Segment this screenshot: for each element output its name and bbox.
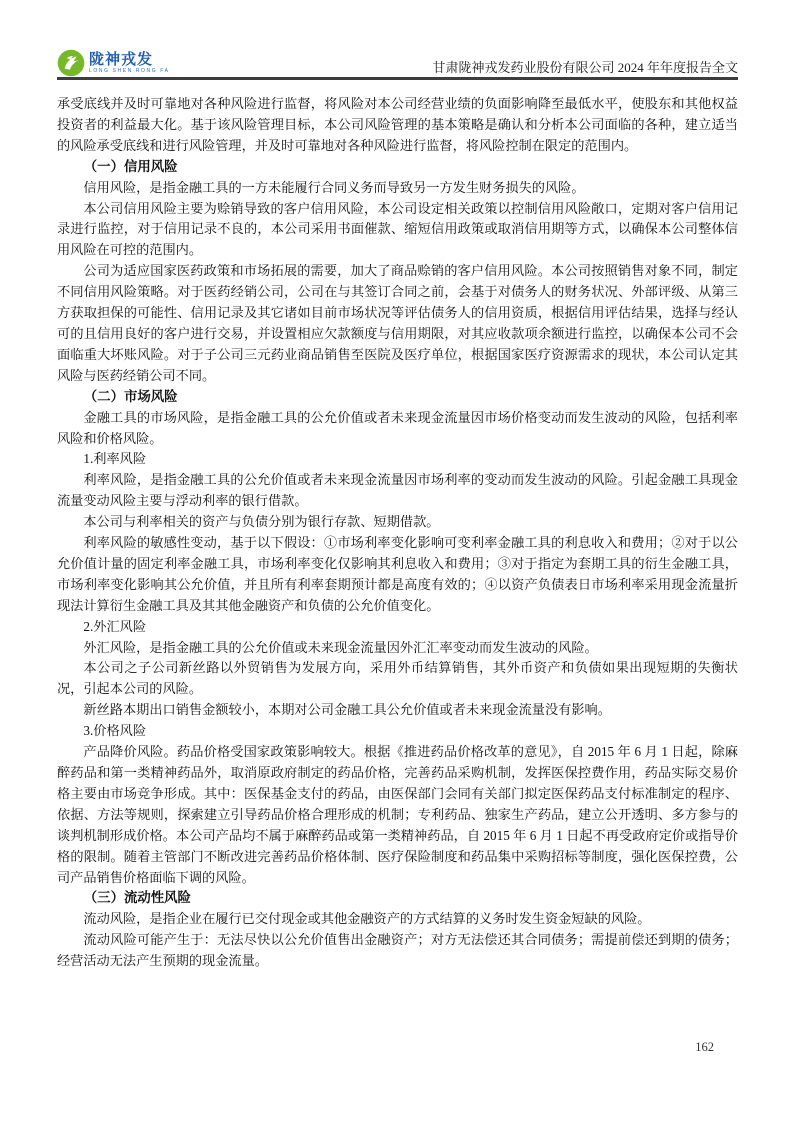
page-header	[57, 46, 738, 77]
paragraph: 金融工具的市场风险，是指金融工具的公允价值或者未来现金流量因市场价格变动而发生波动的风险，包括利率风险和价格风险。	[57, 409, 738, 446]
paragraph: 新丝路本期出口销售金额较小，本期对公司金融工具公允价值或者未来现金流量没有影响。	[83, 702, 611, 718]
section-heading: （一）信用风险	[83, 158, 178, 174]
sub-heading: 2.外汇风险	[83, 618, 147, 634]
paragraph: 本公司信用风险主要为赊销导致的客户信用风险，本公司设定相关政策以控制信用风险敞口，定期对客户信用记录进行监控，对于信用记录不良的，本公司采用书面催款、缩短信用政策或取消信用期等方式，以确保本公司整体信用风险在可控的范围内。	[57, 200, 738, 258]
paragraph: 信用风险，是指金融工具的一方未能履行合同义务而导致另一方发生财务损失的风险。	[83, 179, 585, 195]
sub-heading: 3.价格风险	[83, 723, 147, 739]
company-logo	[57, 49, 170, 77]
brand-name-en: LONG SHEN RONG FA	[89, 68, 170, 74]
document-body	[57, 94, 738, 972]
section-heading: （三）流动性风险	[83, 890, 191, 906]
sub-heading: 1.利率风险	[83, 451, 147, 467]
section-heading: （二）市场风险	[83, 388, 178, 404]
paragraph: 利率风险，是指金融工具的公允价值或者未来现金流量因市场利率的变动而发生波动的风险。引起金融工具现金流量变动风险主要与浮动利率的银行借款。	[57, 472, 738, 509]
brand-text	[89, 52, 170, 74]
page-number: 162	[695, 1040, 714, 1054]
paragraph: 本公司之子公司新丝路以外贸销售为发展方向，采用外币结算销售，其外币资产和负债如果出现短期的失衡状况，引起本公司的风险。	[57, 660, 738, 697]
paragraph: 利率风险的敏感性变动，基于以下假设：①市场利率变化影响可变利率金融工具的利息收入和费用；②对于以公允价值计量的固定利率金融工具，市场利率变化仅影响其利息收入和费用；③对于指定为套期工具的衍生金融工具，市场利率变化影响其公允价值，并且所有利率套期预计都是高度有效的；④以资产负债表日市场利率采用现金流量折现法计算衍生金融工具及其其他金融资产和负债的公允价值变化。	[57, 535, 738, 613]
paragraph: 本公司与利率相关的资产与负债分别为银行存款、短期借款。	[83, 514, 440, 530]
paragraph: 流动风险，是指企业在履行已交付现金或其他金融资产的方式结算的义务时发生资金短缺的风险。	[83, 911, 651, 927]
header-divider	[57, 77, 738, 80]
logo-icon	[57, 49, 85, 77]
paragraph: 产品降价风险。药品价格受国家政策影响较大。根据《推进药品价格改革的意见》，自 2015 年 6 月 1 日起，除麻醉药品和第一类精神药品外，取消原政府制定的药品价格，完善药品采购机制，发挥医保控费作用，药品实际交易价格主要由市场竞争形成。其中：医保基金支付的药品，由医保部门会同有关部门拟定医保药品支付标准制定的程序、依据、方法等规则，探索建立引导药品价格合理形成的机制；专利药品、独家生产药品，建立公开透明、多方参与的谈判机制形成价格。本公司产品均不属于麻醉药品或第一类精神药品，自 2015 年 6 月 1 日起不再受政府定价或指导价格的限制。随着主管部门不断改进完善药品价格体制、医疗保险制度和药品集中采购招标等制度，强化医保控费，公司产品销售价格面临下调的风险。	[57, 744, 738, 885]
document-title: 甘肃陇神戎发药业股份有限公司 2024 年年度报告全文	[432, 60, 738, 75]
paragraph: 公司为适应国家医药政策和市场拓展的需要，加大了商品赊销的客户信用风险。本公司按照销售对象不同，制定不同信用风险策略。对于医药经销公司，公司在与其签订合同之前，会基于对债务人的财务状况、外部评级、从第三方获取担保的可能性、信用记录及其它诸如目前市场状况等评估债务人的信用资质，根据信用评估结果，选择与经认可的且信用良好的客户进行交易，并设置相应欠款额度与信用期限，对其应收款项余额进行监控，以确保本公司不会面临重大坏账风险。对于子公司三元药业商品销售至医院及医疗单位，根据国家医疗资源需求的现状，本公司认定其风险与医药经销公司不同。	[57, 263, 738, 383]
paragraph: 外汇风险，是指金融工具的公允价值或未来现金流量因外汇汇率变动而发生波动的风险。	[83, 639, 598, 655]
paragraph: 流动风险可能产生于：无法尽快以公允价值售出金融资产；对方无法偿还其合同债务；需提前偿还到期的债务；经营活动无法产生预期的现金流量。	[57, 932, 738, 969]
brand-name-cn: 陇神戎发	[89, 51, 154, 68]
paragraph: 承受底线并及时可靠地对各种风险进行监督，将风险对本公司经营业绩的负面影响降至最低水平，使股东和其他权益投资者的利益最大化。基于该风险管理目标，本公司风险管理的基本策略是确认和分析本公司面临的各种，建立适当的风险承受底线和进行风险管理，并及时可靠地对各种风险进行监督，将风险控制在限定的范围内。	[57, 96, 738, 153]
